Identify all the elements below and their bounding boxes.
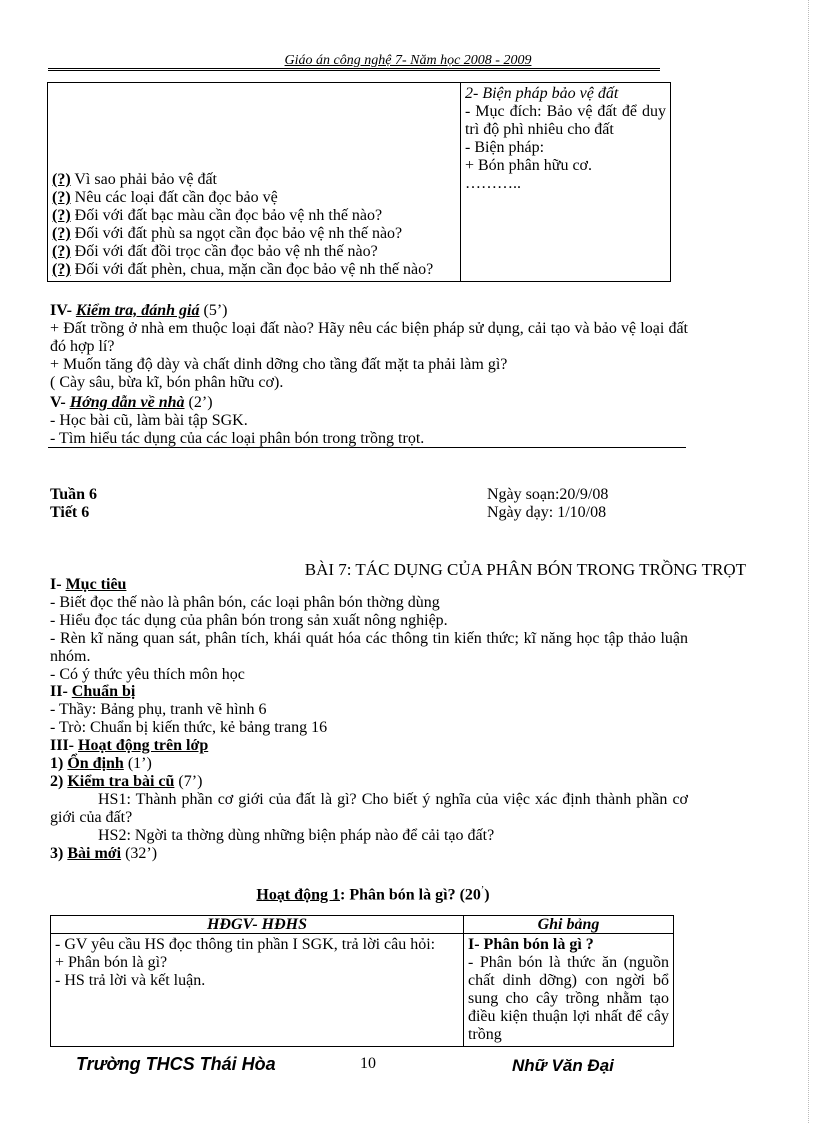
- question-item: (?) Đối với đất đồi trọc cần đọc bảo vệ nh thế nào?: [52, 243, 378, 260]
- page-edge-guide: [808, 0, 809, 1123]
- section-i-heading: I- Mục tiêu: [50, 576, 127, 593]
- activity-title: Hoạt động 1: [256, 886, 340, 904]
- page-header-title: Giáo án công nghệ 7- Năm học 2008 - 2009: [284, 53, 532, 68]
- section-i-line: - Rèn kĩ năng quan sát, phân tích, khái quát hóa các thông tin kiến thức; kĩ năng học tập thảo luận nhóm.: [50, 630, 688, 665]
- date-taught: Ngày dạy: 1/10/08: [487, 504, 607, 521]
- activity-line: + Phân bón là gì?: [55, 954, 168, 971]
- section-i-line: - Hiểu đọc tác dụng của phân bón trong sản xuất nông nghiệp.: [50, 612, 448, 629]
- right-line: - Biện pháp:: [464, 139, 545, 156]
- section-v-heading: V- Hớng dẫn về nhà (2’): [50, 394, 213, 411]
- activity-line: - GV yêu cầu HS đọc thông tin phần I SGK, trả lời câu hỏi:: [55, 936, 436, 953]
- teacher-student-cell: [51, 934, 464, 1047]
- col-header-board-notes: Ghi bảng: [463, 916, 673, 934]
- right-line: + Bón phân hữu cơ.: [464, 157, 593, 174]
- activity-table: [50, 915, 674, 1047]
- period-label: Tiết 6: [50, 504, 90, 521]
- section-v-line: - Học bài cũ, làm bài tập SGK.: [50, 412, 248, 429]
- col-header-teacher-student: HĐGV- HĐHS: [51, 916, 464, 934]
- section-ii-line: - Thầy: Bảng phụ, tranh vẽ hình 6: [50, 701, 267, 718]
- top-table-left-cell: [48, 83, 461, 282]
- right-line: - Mục đích: Bảo vệ đất để duy trì độ phì nhiêu cho đất: [464, 103, 666, 138]
- section-i-line: - Có ý thức yêu thích môn học: [50, 666, 245, 683]
- section-ii-heading: II- Chuẩn bị: [50, 683, 136, 700]
- activity-heading: Hoạt động 1: Phân bón là gì? (20’): [256, 885, 490, 904]
- section-v-title: Hớng dẫn về nhà: [69, 394, 185, 411]
- section-iv-line: ( Cày sâu, bừa kĩ, bón phân hữu cơ).: [50, 374, 284, 391]
- fertilizer-definition-heading: I- Phân bón là gì ?: [467, 936, 594, 953]
- question-item: (?) Đối với đất phù sa ngọt cần đọc bảo vệ nh thế nào?: [52, 225, 403, 242]
- activity-line: - HS trả lời và kết luận.: [55, 972, 206, 989]
- question-item: (?) Đối với đất phèn, chua, mặn cần đọc bảo vệ nh thế nào?: [52, 261, 434, 278]
- board-notes-cell: [463, 934, 673, 1047]
- question-list: [52, 171, 456, 279]
- question-item: (?) Nêu các loại đất cần đọc bảo vệ: [52, 189, 278, 206]
- section-i-title: Mục tiêu: [65, 576, 127, 593]
- question-item: (?) Vì sao phải bảo vệ đất: [52, 171, 217, 188]
- section-v-line: - Tìm hiểu tác dụng của các loại phân bón trong trồng trọt.: [50, 430, 425, 447]
- item-old-lesson-check: 2) Kiểm tra bài cũ (7’): [50, 773, 203, 790]
- question-item: (?) Đối với đất bạc màu cần đọc bảo vệ nh thế nào?: [52, 207, 383, 224]
- item-stabilize: 1) Ổn định (1’): [50, 755, 152, 772]
- right-line: ………..: [464, 175, 521, 192]
- footer-school: Trường THCS Thái Hòa: [76, 1054, 276, 1074]
- section-v: [50, 394, 688, 448]
- section-iii: [50, 737, 688, 863]
- section-iv-line: + Đất trồng ở nhà em thuộc loại đất nào? Hãy nêu các biện pháp sử dụng, cải tạo và bảo vệ loại đất đó hợp lí?: [50, 320, 688, 355]
- footer-author: Nhữ Văn Đại: [512, 1056, 614, 1075]
- item-new-lesson: 3) Bài mới (32’): [50, 845, 158, 862]
- section-iii-title: Hoạt động trên lớp: [78, 737, 209, 754]
- section-ii-line: - Trò: Chuẩn bị kiến thức, kẻ bảng trang 16: [50, 719, 328, 736]
- protection-measures-heading: 2- Biện pháp bảo vệ đất: [464, 85, 619, 102]
- hs2-question: HS2: Ngời ta thờng dùng những biện pháp nào để cải tạo đất?: [98, 827, 495, 844]
- section-ii: [50, 683, 688, 737]
- top-table: [47, 82, 671, 282]
- hs1-question: HS1: Thành phần cơ giới của đất là gì? Cho biết ý nghĩa của việc xác định thành phần cơ giới của đất?: [50, 791, 688, 826]
- section-iv-title: Kiểm tra, đánh giá: [75, 302, 200, 319]
- top-table-right-cell: [460, 83, 670, 282]
- fertilizer-definition-text: - Phân bón là thức ăn (nguồn chất dinh dỡng) con ngời bổ sung cho cây trồng nhằm tạo điều kiện thuận lợi nhất để cây trồng: [467, 954, 669, 1043]
- section-divider: [48, 447, 686, 448]
- lesson-title: BÀI 7: TÁC DỤNG CỦA PHÂN BÓN TRONG TRỒNG TRỌT: [304, 560, 746, 579]
- week-label: Tuần 6: [50, 486, 97, 503]
- section-iii-heading: III- Hoạt động trên lớp: [50, 737, 209, 754]
- section-i: [50, 576, 688, 684]
- section-iv-line: + Muốn tăng độ dày và chất dinh dỡng cho tầng đất mặt ta phải làm gì?: [50, 356, 508, 373]
- date-prepared: Ngày soạn:20/9/08: [487, 486, 609, 503]
- header-divider: [48, 68, 660, 71]
- section-iv: [50, 302, 688, 392]
- section-i-line: - Biết đọc thế nào là phân bón, các loại phân bón thờng dùng: [50, 594, 440, 611]
- page-number: 10: [360, 1055, 376, 1072]
- section-iv-heading: IV- Kiểm tra, đánh giá (5’): [50, 302, 228, 319]
- section-ii-title: Chuẩn bị: [71, 683, 136, 700]
